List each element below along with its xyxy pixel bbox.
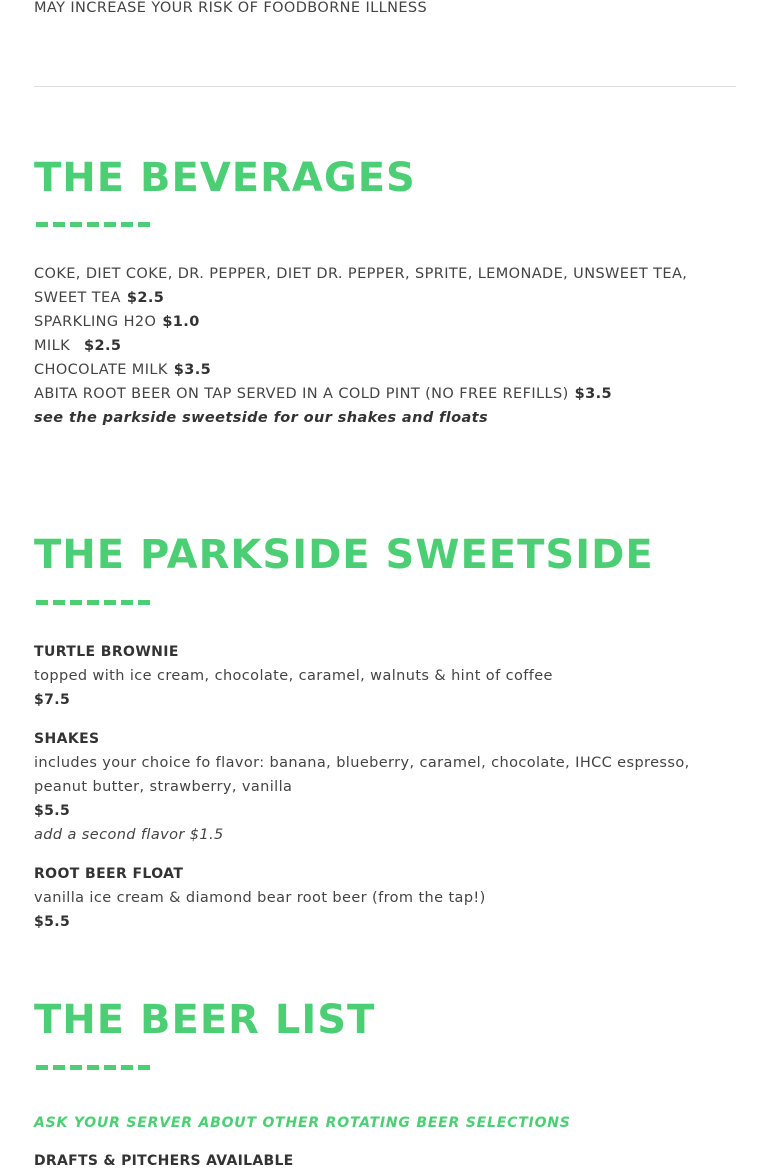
beverage-name: MILK	[34, 338, 70, 354]
dessert-name: SHAKES	[34, 731, 100, 747]
beverage-item	[34, 262, 736, 310]
beverage-name: ABITA ROOT BEER ON TAP SERVED IN A COLD PINT (NO FREE REFILLS)	[34, 386, 569, 402]
beverages-note: see the parkside sweetside for our shakes and floats	[34, 410, 489, 426]
beverage-price: $2.5	[126, 290, 165, 306]
beverage-item	[34, 358, 736, 382]
sweetside-dash-divider	[36, 600, 150, 605]
beverages-dash-divider	[36, 222, 150, 227]
beverage-item	[34, 382, 736, 406]
beverage-price: $3.5	[574, 386, 613, 402]
beverages-title: THE BEVERAGES	[34, 155, 416, 201]
dessert-extra: add a second flavor $1.5	[34, 827, 224, 843]
beverages-list	[34, 262, 736, 430]
beverage-name: COKE, DIET COKE, DR. PEPPER, DIET DR. PEPPER, SPRITE, LEMONADE, UNSWEET TEA, SWEET TEA	[34, 266, 688, 306]
dessert-price: $5.5	[34, 803, 71, 819]
sweetside-title: THE PARKSIDE SWEETSIDE	[34, 532, 654, 578]
dessert-description: vanilla ice cream & diamond bear root beer (from the tap!)	[34, 890, 486, 906]
dessert-item	[34, 727, 736, 847]
beverage-item	[34, 334, 736, 358]
beer-title: THE BEER LIST	[34, 997, 376, 1043]
beverage-name: CHOCOLATE MILK	[34, 362, 168, 378]
beverage-price: $3.5	[173, 362, 212, 378]
dessert-description: includes your choice fo flavor: banana, blueberry, caramel, chocolate, IHCC espresso, peanut butter, strawberry, vanilla	[34, 755, 690, 795]
beer-rotation-note: ASK YOUR SERVER ABOUT OTHER ROTATING BEER SELECTIONS	[34, 1115, 571, 1131]
dessert-price: $5.5	[34, 914, 71, 930]
beverage-item	[34, 310, 736, 334]
foodborne-warning: MAY INCREASE YOUR RISK OF FOODBORNE ILLNESS	[34, 0, 428, 16]
beverage-price: $1.0	[162, 314, 200, 330]
dessert-item	[34, 640, 736, 712]
beverage-price: $2.5	[83, 338, 122, 354]
beer-dash-divider	[36, 1065, 150, 1070]
dessert-description: topped with ice cream, chocolate, caramel, walnuts & hint of coffee	[34, 668, 553, 684]
dessert-price: $7.5	[34, 692, 71, 708]
dessert-name: ROOT BEER FLOAT	[34, 866, 184, 882]
beverage-name: SPARKLING H2O	[34, 314, 157, 330]
dessert-item	[34, 862, 736, 934]
dessert-name: TURTLE BROWNIE	[34, 644, 179, 660]
section-divider	[34, 86, 736, 87]
beer-subheading: DRAFTS & PITCHERS AVAILABLE	[34, 1153, 294, 1169]
